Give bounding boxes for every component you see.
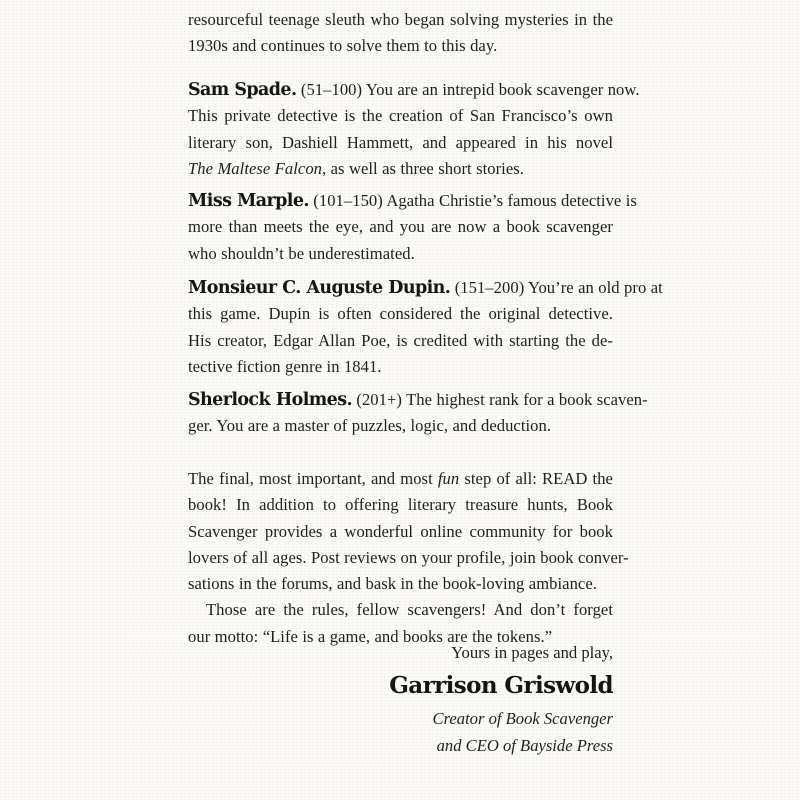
closing-line: Yours in pages and play, bbox=[451, 643, 613, 662]
text-line: tective fiction genre in 1841. bbox=[188, 356, 382, 376]
text-line: Those are the rules, fellow scavengers! And don’t forget bbox=[206, 600, 613, 620]
text-line bbox=[188, 275, 663, 301]
rank-range: (101–150) bbox=[313, 191, 383, 210]
text-line: book! In addition to offering literary treasure hunts, Book bbox=[188, 495, 613, 515]
text-line: more than meets the eye, and you are now a book scavenger bbox=[188, 217, 613, 237]
emphasis: fun bbox=[437, 469, 460, 488]
signature-name: Garrison Griswold bbox=[389, 672, 613, 700]
rank-text: Agatha Christie’s famous detective is bbox=[386, 191, 637, 210]
rank-entry-sam-spade bbox=[188, 77, 640, 182]
text-line: Scavenger provides a wonderful online community for book bbox=[188, 521, 613, 541]
book-title: The Maltese Falcon bbox=[188, 158, 323, 178]
text-line: sations in the forums, and bask in the book-loving ambiance. bbox=[188, 574, 597, 594]
signature-role: and CEO of Bayside Press bbox=[436, 735, 613, 755]
text-line: The final, most important, and most fun step of all: READ the bbox=[188, 469, 613, 488]
rank-name: Sherlock Holmes. bbox=[188, 390, 352, 410]
text-line bbox=[188, 188, 637, 214]
text-line: resourceful teenage sleuth who began solving mysteries in the bbox=[188, 10, 613, 29]
rank-range: (201+) bbox=[356, 390, 402, 409]
text-line: our motto: “Life is a game, and books are the tokens.” bbox=[188, 626, 553, 646]
text-line: lovers of all ages. Post reviews on your profile, join book conver- bbox=[188, 547, 629, 567]
text-line: This private detective is the creation of San Francisco’s own bbox=[188, 106, 613, 126]
rank-entry-sherlock-holmes bbox=[188, 387, 648, 440]
text-line: who shouldn’t be underestimated. bbox=[188, 243, 415, 263]
final-paragraph bbox=[188, 466, 629, 650]
text-line: His creator, Edgar Allan Poe, is credited with starting the de- bbox=[188, 330, 613, 350]
signature-role: Creator of Book Scavenger bbox=[432, 709, 613, 729]
rank-range: (51–100) bbox=[300, 80, 363, 99]
rank-text: The highest rank for a book scaven- bbox=[406, 390, 648, 409]
rank-entry-miss-marple bbox=[188, 188, 637, 267]
text-line: The Maltese Falcon, as well as three short stories. bbox=[188, 158, 524, 178]
signoff bbox=[389, 640, 613, 759]
rank-name: Miss Marple. bbox=[188, 191, 309, 211]
text-line: 1930s and continues to solve them to this day. bbox=[188, 36, 498, 56]
text-line: literary son, Dashiell Hammett, and appeared in his novel bbox=[188, 132, 613, 152]
text-line bbox=[188, 387, 648, 413]
rank-entry-dupin bbox=[188, 275, 663, 380]
intro-paragraph bbox=[188, 7, 613, 60]
text-line: this game. Dupin is often considered the original detective. bbox=[188, 304, 613, 324]
rank-text: You are an intrepid book scavenger now. bbox=[365, 80, 640, 99]
text-line bbox=[188, 77, 640, 103]
rank-name: Monsieur C. Auguste Dupin. bbox=[188, 278, 451, 298]
text-line: ger. You are a master of puzzles, logic, and deduction. bbox=[188, 416, 552, 436]
rank-range: (151–200) bbox=[454, 278, 525, 297]
rank-name: Sam Spade. bbox=[188, 80, 297, 100]
rank-text: You’re an old pro at bbox=[528, 278, 663, 297]
